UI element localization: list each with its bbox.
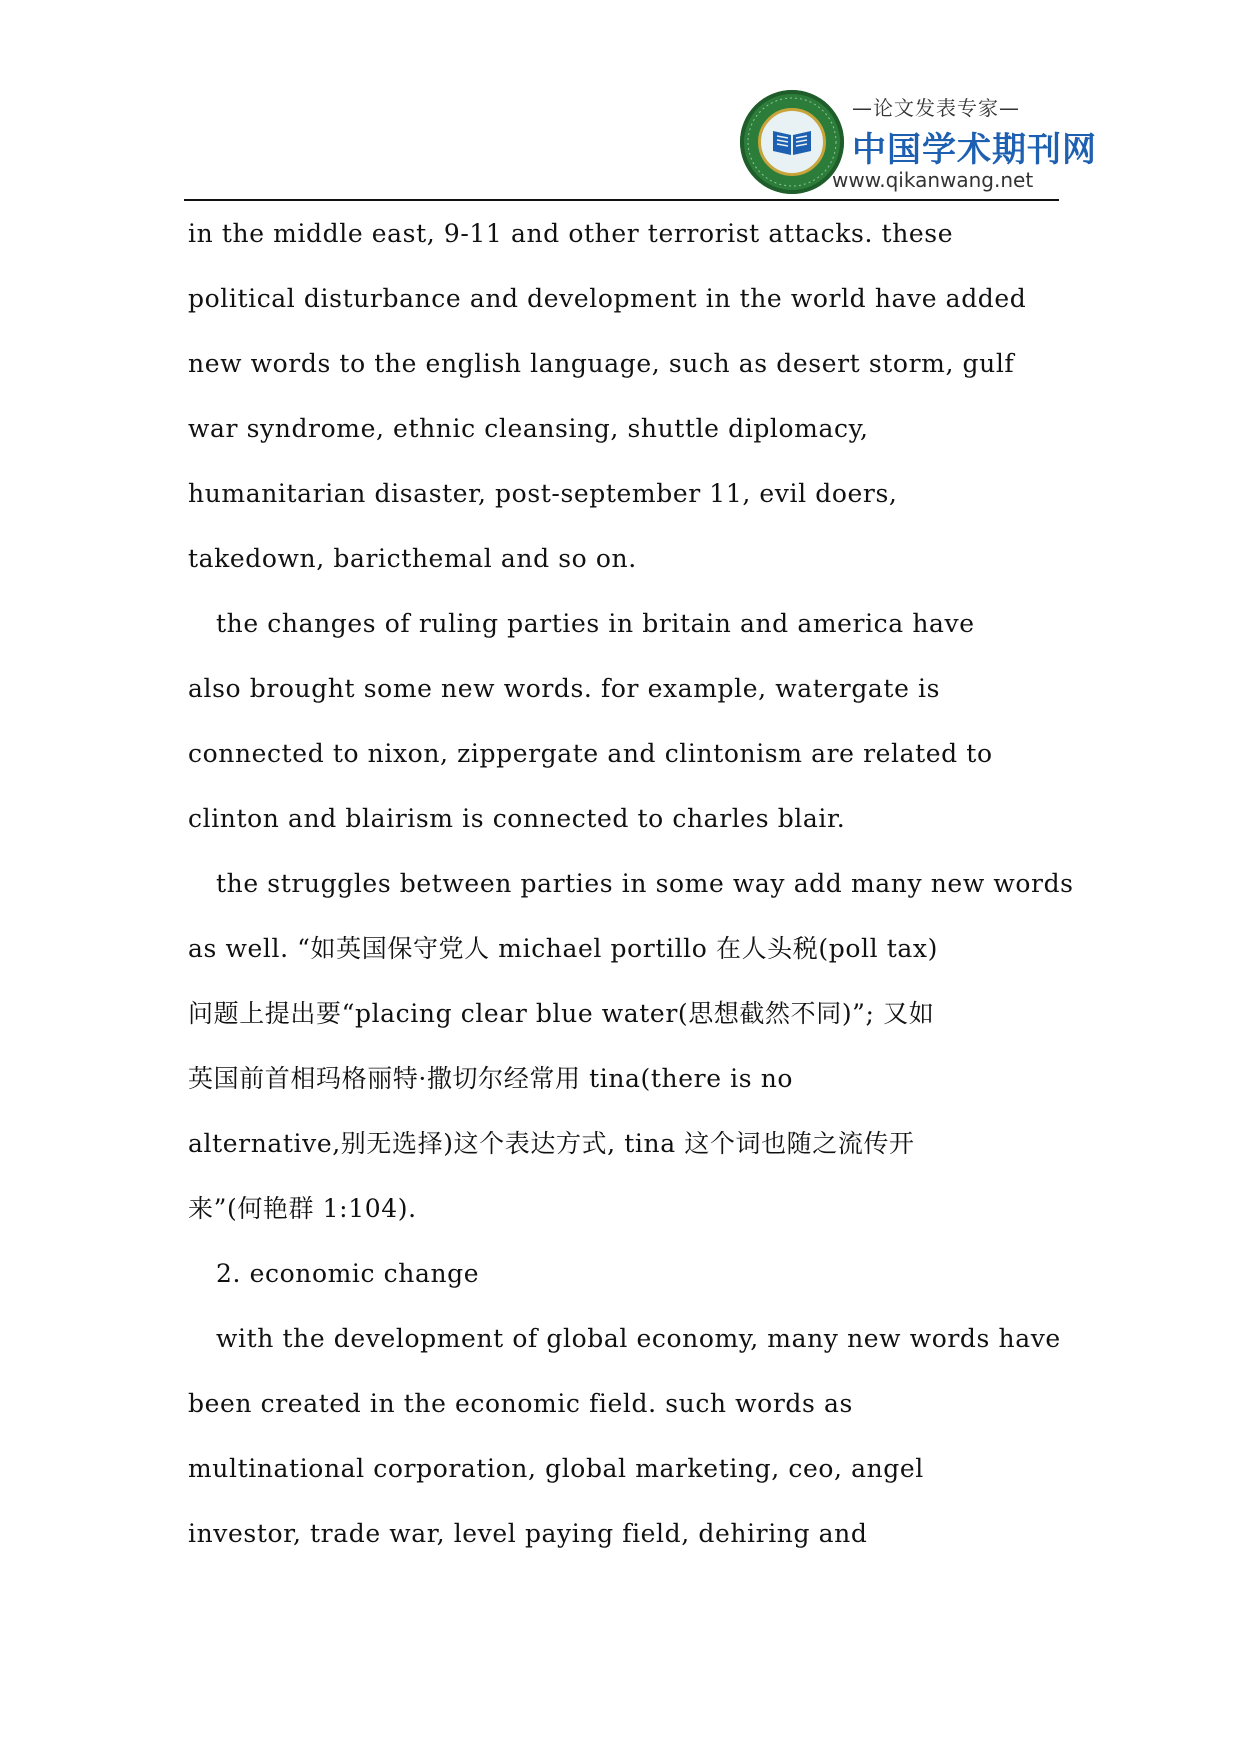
text-line: 英国前首相玛格丽特·撒切尔经常用 tina(there is no [188, 1064, 794, 1093]
paragraph-start-line: with the development of global economy, many new words have [216, 1324, 1061, 1353]
header-divider [184, 199, 1059, 201]
text-line: connected to nixon, zippergate and clintonism are related to [188, 739, 993, 768]
journal-logo [740, 86, 1097, 198]
text-line: 来”(何艳群 1:104). [188, 1194, 417, 1223]
logo-seal-icon [740, 90, 844, 194]
document-body [188, 214, 1088, 1579]
text-line: war syndrome, ethnic cleansing, shuttle diplomacy, [188, 414, 869, 443]
paragraph-start-line: the struggles between parties in some way add many new words [216, 869, 1074, 898]
text-line: humanitarian disaster, post-september 11, evil doers, [188, 479, 898, 508]
text-line: 问题上提出要“placing clear blue water(思想截然不同)”; 又如 [188, 999, 935, 1028]
text-line: also brought some new words. for example, watergate is [188, 674, 941, 703]
open-book-icon [771, 127, 813, 157]
section-heading: 2. economic change [216, 1259, 480, 1288]
logo-name: 中国学术期刊网 [852, 130, 1097, 170]
logo-tagline: —论文发表专家— [852, 96, 1020, 120]
text-line: new words to the english language, such as desert storm, gulf [188, 349, 1015, 378]
text-line: been created in the economic field. such words as [188, 1389, 853, 1418]
paragraph-start-line: the changes of ruling parties in britain and america have [216, 609, 975, 638]
text-line: clinton and blairism is connected to charles blair. [188, 804, 846, 833]
text-line: as well. “如英国保守党人 michael portillo 在人头税(poll tax) [188, 934, 938, 963]
logo-url: www.qikanwang.net [832, 168, 1034, 192]
seal-center [758, 108, 826, 176]
text-line: takedown, baricthemal and so on. [188, 544, 637, 573]
text-line: political disturbance and development in the world have added [188, 284, 1027, 313]
text-line: investor, trade war, level paying field, dehiring and [188, 1519, 868, 1548]
text-line: alternative,别无选择)这个表达方式, tina 这个词也随之流传开 [188, 1129, 915, 1158]
text-line: in the middle east, 9-11 and other terrorist attacks. these [188, 219, 954, 248]
text-line: multinational corporation, global marketing, ceo, angel [188, 1454, 924, 1483]
